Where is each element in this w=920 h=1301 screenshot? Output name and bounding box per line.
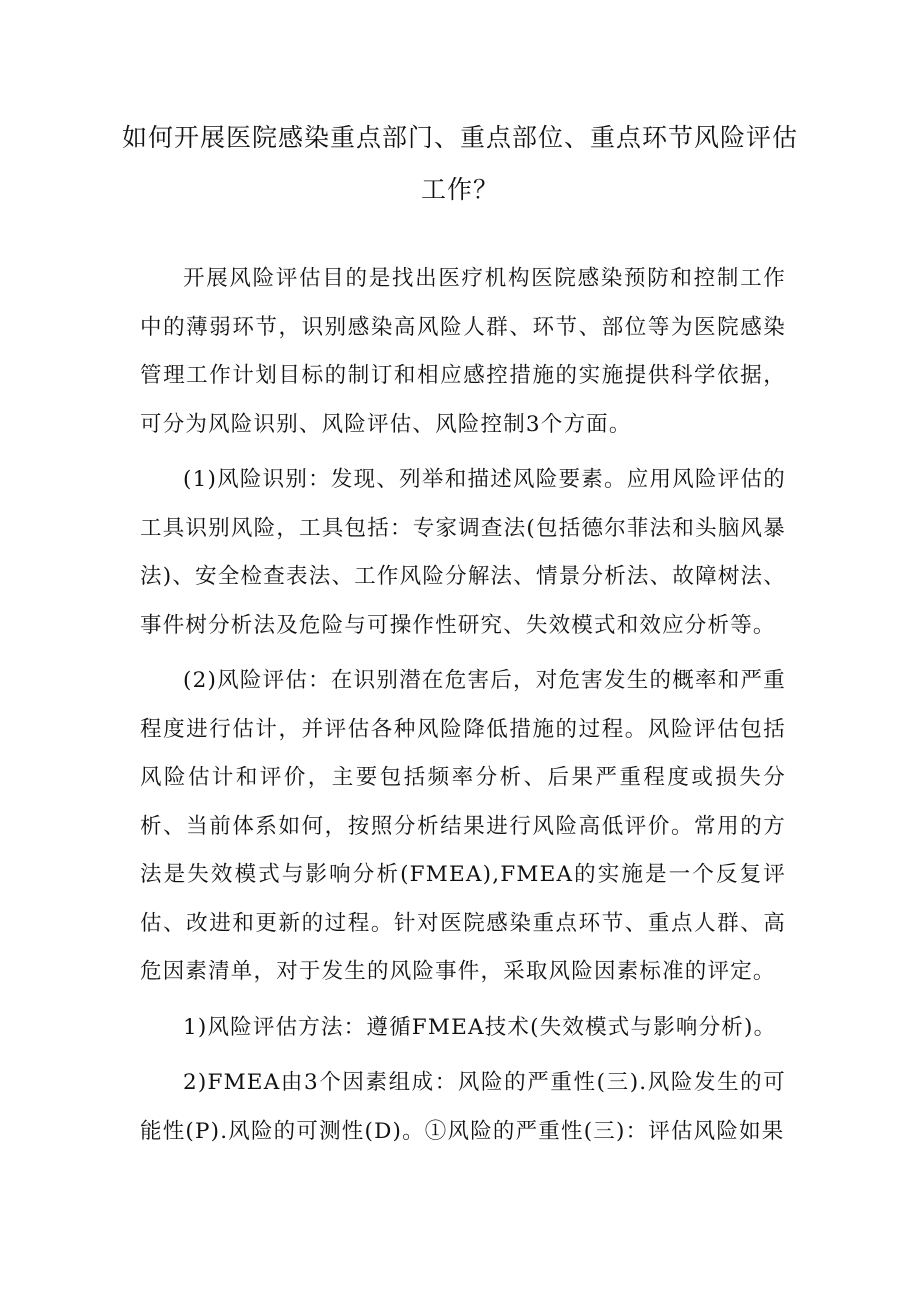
document-title: 如何开展医院感染重点部门、重点部位、重点环节风险评估工作？ — [121, 123, 798, 204]
paragraph-intro: 开展风险评估目的是找出医疗机构医院感染预防和控制工作中的薄弱环节，识别感染高风险人群、环节、部位等为医院感染管理工作计划目标的制订和相应感控措施的实施提供科学依据，可分为风险识别、风险评估、风险控制3个方面。 — [140, 266, 786, 437]
paragraph-assessment-method: 1)风险评估方法：遵循FMEA技术(失效模式与影响分析)。 — [183, 1014, 777, 1040]
paragraph-risk-assessment: (2)风险评估：在识别潜在危害后，对危害发生的概率和严重程度进行估计，并评估各种风险降低措施的过程。风险评估包括风险估计和评价，主要包括频率分析、后果严重程度或损失分析、当前体系如何，按照分析结果进行风险高低评价。常用的方法是失效模式与影响分析(FMEA),FMEA的实施是一个反复评估、改进和更新的过程。针对医院感染重点环节、重点人群、高危因素清单，对于发生的风险事件，采取风险因素标准的评定。 — [140, 668, 786, 984]
document-body — [140, 255, 786, 1156]
paragraph-risk-identification: (1)风险识别：发现、列举和描述风险要素。应用风险评估的工具识别风险，工具包括：专家调查法(包括德尔菲法和头脑风暴法)、安全检查表法、工作风险分解法、情景分析法、故障树法、事件树分析法及危险与可操作性研究、失效模式和效应分析等。 — [140, 467, 786, 638]
paragraph-fmea-factors: 2)FMEA由3个因素组成：风险的严重性(三).风险发生的可能性(P).风险的可测性(D)。①风险的严重性(三)：评估风险如果 — [140, 1070, 786, 1144]
